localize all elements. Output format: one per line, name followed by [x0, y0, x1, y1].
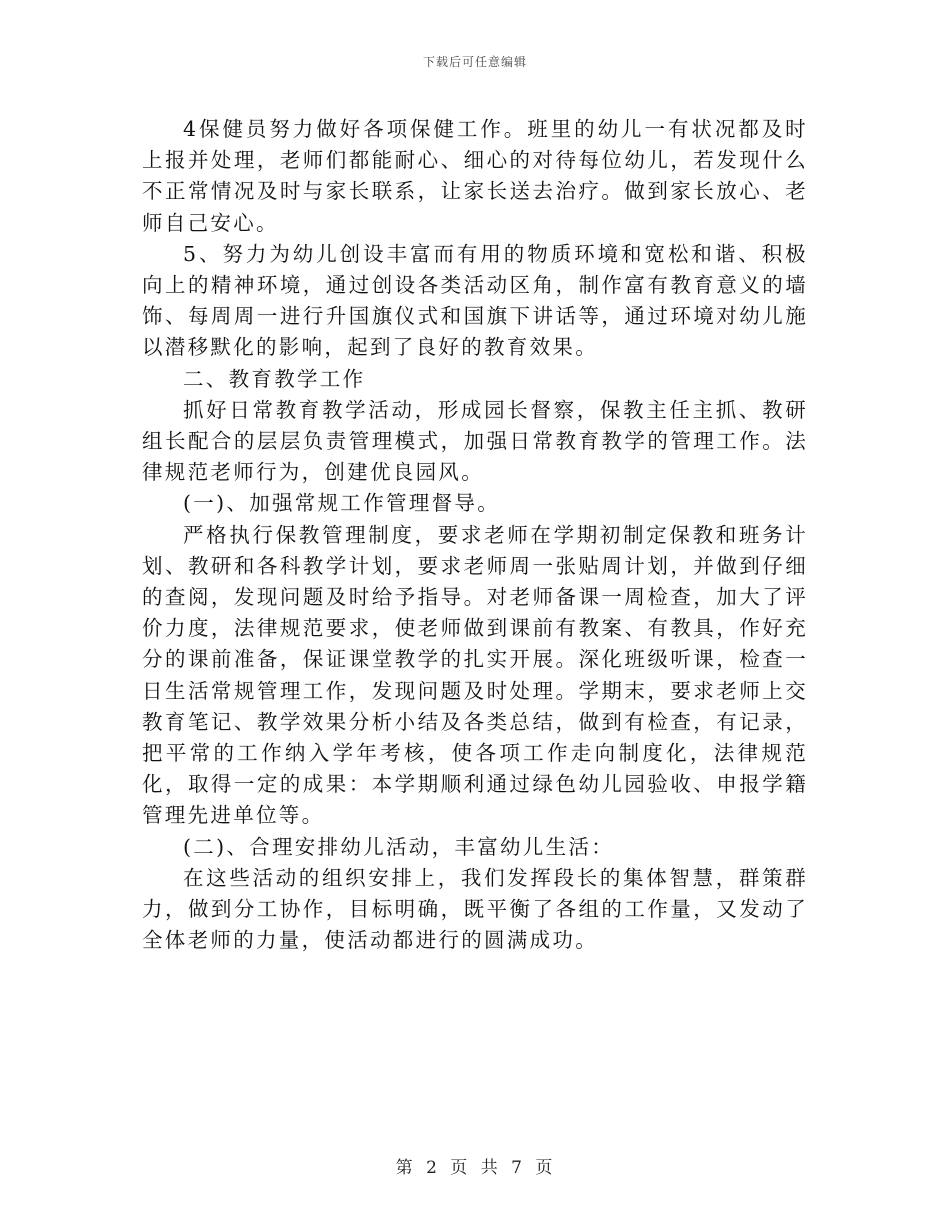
subheading-routine-management: (一)、加强常规工作管理督导。: [183, 491, 500, 516]
page-header: 下载后可任意编辑: [422, 55, 527, 69]
paragraph-health-work: 4保健员努力做好各项保健工作。班里的幼儿一有状况都及时上报并处理，老师们都能耐心、细心的对待每位幼儿，若发现什么不正常情况及时与家长联系，让家长送去治疗。做到家长放心、老师自己安心。: [142, 117, 808, 235]
paragraph-management-system: 严格执行保教管理制度，要求老师在学期初制定保教和班务计划、教研和各科教学计划，要求老师周一张贴周计划，并做到仔细的查阅，发现问题及时给予指导。对老师备课一周检查，加大了评价力度，法律规范要求，使老师做到课前有教案、有教具，作好充分的课前准备，保证课堂教学的扎实开展。深化班级听课，检查一日生活常规管理工作，发现问题及时处理。学期末，要求老师上交教育笔记、教学效果分析小结及各类总结，做到有检查，有记录，把平常的工作纳入学年考核，使各项工作走向制度化，法律规范化，取得一定的成果：本学期顺利通过绿色幼儿园验收、申报学籍管理先进单位等。: [142, 522, 808, 828]
paragraph-teaching-activities: 抓好日常教育教学活动，形成园长督察，保教主任主抓、教研组长配合的层层负责管理模式，加强日常教育教学的管理工作。法律规范老师行为，创建优良园风。: [142, 397, 808, 485]
page-number-footer: 第 2 页 共 7 页: [395, 1158, 555, 1178]
document-body: [142, 114, 808, 956]
paragraph-environment: 5、努力为幼儿创设丰富而有用的物质环境和宽松和谐、积极向上的精神环境，通过创设各类活动区角，制作富有教育意义的墙饰、每周周一进行升国旗仪式和国旗下讲话等，通过环境对幼儿施以潜移默化的影响，起到了良好的教育效果。: [142, 241, 808, 360]
paragraph-activity-organization: 在这些活动的组织安排上，我们发挥段长的集体智慧，群策群力，做到分工协作，目标明确，既平衡了各组的工作量，又发动了全体老师的力量，使活动都进行的圆满成功。: [142, 865, 808, 953]
subheading-child-activities: (二)、合理安排幼儿活动，丰富幼儿生活：: [183, 834, 614, 859]
section-heading-education: 二、教育教学工作: [183, 366, 366, 391]
